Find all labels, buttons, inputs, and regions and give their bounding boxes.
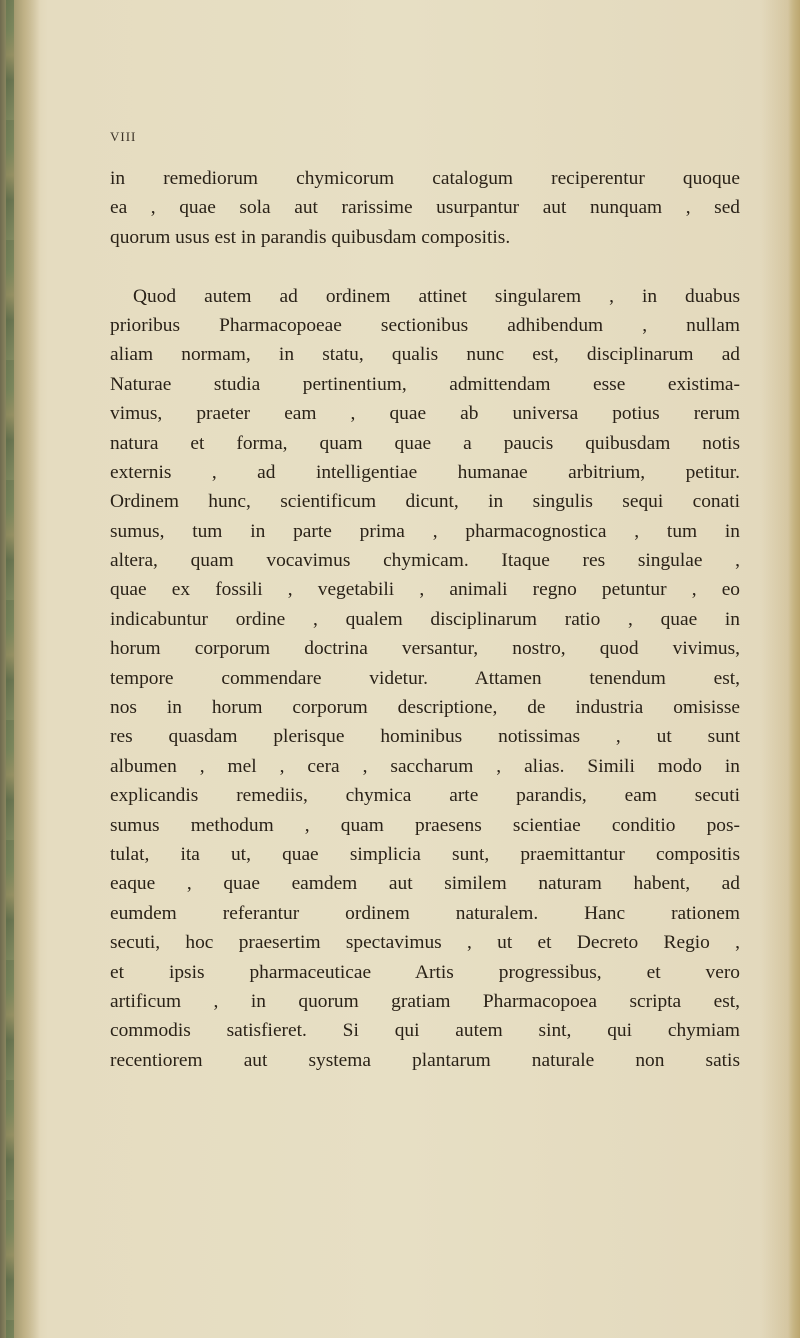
paragraph-gap — [110, 252, 740, 281]
text-line: res quasdam plerisque hominibus notissimas , ut sunt — [110, 726, 740, 748]
text-line: et ipsis pharmaceuticae Artis progressibus, et vero — [110, 961, 740, 983]
text-line: eaque , quae eamdem aut similem naturam habent, ad — [110, 873, 740, 895]
text-line: horum corporum doctrina versantur, nostro, quod vivimus, — [110, 638, 740, 660]
text-line: explicandis remediis, chymica arte parandis, eam secuti — [110, 785, 740, 807]
text-line: recentiorem aut systema plantarum naturale non satis — [110, 1049, 740, 1071]
paragraph-1 — [110, 164, 740, 252]
text-line: vimus, praeter eam , quae ab universa potius rerum — [110, 403, 740, 425]
text-line: sumus, tum in parte prima , pharmacognostica , tum in — [110, 520, 740, 542]
text-line: prioribus Pharmacopoeae sectionibus adhibendum , nullam — [110, 314, 740, 336]
body-text — [110, 164, 740, 1075]
text-line: in remediorum chymicorum catalogum reciperentur quoque — [110, 168, 740, 189]
text-line: indicabuntur ordine , qualem disciplinarum ratio , quae in — [110, 608, 740, 630]
text-line: aliam normam, in statu, qualis nunc est, disciplinarum ad — [110, 344, 740, 366]
text-line: tempore commendare videtur. Attamen tenendum est, — [110, 667, 740, 689]
text-line: artificum , in quorum gratiam Pharmacopoea scripta est, — [110, 990, 740, 1012]
page-edge — [788, 0, 800, 1338]
text-line: natura et forma, quam quae a paucis quibusdam notis — [110, 432, 740, 454]
text-line: externis , ad intelligentiae humanae arbitrium, petitur. — [110, 461, 740, 483]
text-line: Quod autem ad ordinem attinet singularem , in duabus — [133, 285, 740, 307]
text-line: secuti, hoc praesertim spectavimus , ut et Decreto Regio , — [110, 932, 740, 954]
paragraph-2 — [110, 282, 740, 1076]
text-line: eumdem referantur ordinem naturalem. Hanc rationem — [110, 902, 740, 924]
text-line: commodis satisfieret. Si qui autem sint, qui chymiam — [110, 1020, 740, 1042]
text-line: tulat, ita ut, quae simplicia sunt, praemittantur compositis — [110, 843, 740, 865]
text-line: ea , quae sola aut rarissime usurpantur aut nunquam , sed — [110, 197, 740, 219]
binding-edge — [6, 0, 14, 1338]
text-line: sumus methodum , quam praesens scientiae conditio pos- — [110, 814, 740, 836]
page-number: VIII — [110, 129, 137, 144]
text-line: nos in horum corporum descriptione, de industria omisisse — [110, 697, 740, 719]
text-line: albumen , mel , cera , saccharum , alias. Simili modo in — [110, 755, 740, 777]
text-line: quorum usus est in parandis quibusdam compositis. — [110, 226, 511, 248]
text-line: quae ex fossili , vegetabili , animali regno petuntur , eo — [110, 579, 740, 601]
text-line: Naturae studia pertinentium, admittendam esse existima- — [110, 373, 740, 395]
text-line: Ordinem hunc, scientificum dicunt, in singulis sequi conati — [110, 491, 740, 513]
text-line: altera, quam vocavimus chymicam. Itaque res singulae , — [110, 550, 740, 572]
